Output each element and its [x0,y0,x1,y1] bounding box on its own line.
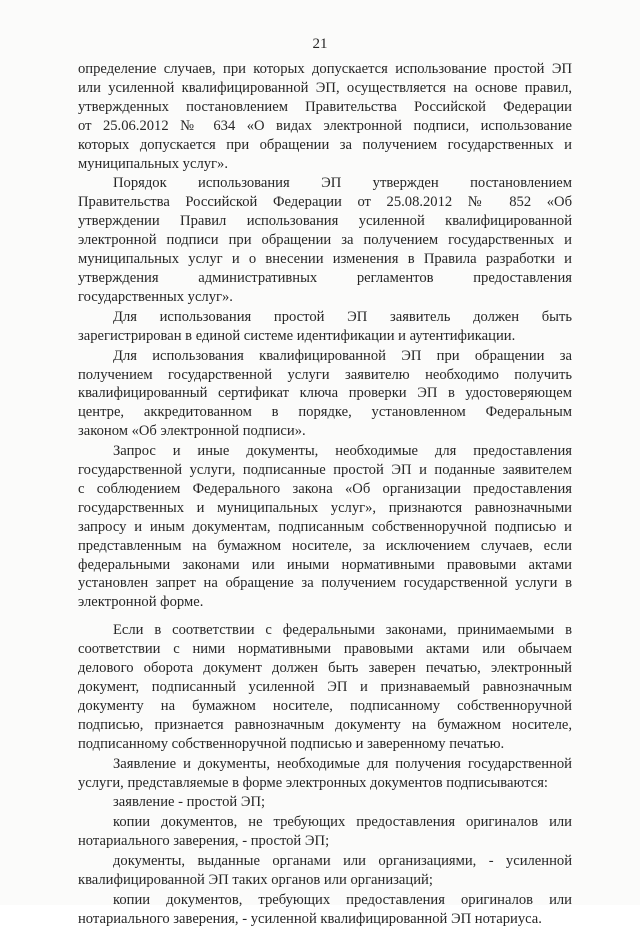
paragraph [78,891,572,929]
text-line: зарегистрирован в единой системе идентификации и аутентификации. [78,327,516,344]
paragraph [78,755,572,793]
paragraph [78,852,572,890]
text-line: получением государственной услуги заявителю необходимо получить [78,366,572,383]
text-line: законом «Об электронной подписи». [78,423,306,440]
text-line: нотариального заверения, - простой ЭП; [78,833,330,850]
text-line: квалифицированный сертификат ключа проверки ЭП в удостоверяющем [78,385,572,402]
paragraph [78,347,572,442]
text-line: делового оборота документ должен быть заверен печатью, электронный [78,660,572,677]
text-line: утвержденных постановлением Правительства Российской Федерации [78,98,572,115]
paragraph [78,308,572,346]
text-line: подписанному собственноручной подписью и заверенному печатью. [78,735,505,752]
text-line: квалифицированной ЭП таких органов или организаций; [78,872,433,889]
text-line: Если в соответствии с федеральными законами, принимаемыми в [113,622,572,639]
text-line: от 25.06.2012 № 634 «О видах электронной подписи, использование [78,117,572,134]
text-line: утверждения административных регламентов предоставления [78,269,572,286]
text-line: электронной форме. [78,594,204,611]
text-line: запросу и иным документам, подписанным собственноручной подписью и [78,518,572,535]
paragraph [78,174,572,306]
text-line: Порядок использования ЭП утвержден постановлением [113,175,572,192]
text-line: Запрос и иные документы, необходимые для предоставления [113,443,572,460]
text-line: электронной подписи при обращении за получением государственных и [78,232,572,249]
text-line: представленным на бумажном носителе, за исключением случаев, если [78,537,572,554]
text-line: документы, выданные органами или организациями, - усиленной [113,853,572,870]
text-line: Заявление и документы, необходимые для получения государственной [113,755,572,772]
text-line: подписью, признается равнозначным документу на бумажном носителе, [78,716,572,733]
body-text [78,60,572,929]
text-line: услуги, представляемые в форме электронных документов подписываются: [78,774,548,791]
text-line: установлен запрет на обращение за получением государственной услуги в [78,575,572,592]
text-line: государственной услуги, подписанные простой ЭП и поданные заявителем [78,462,572,479]
text-line: соответствии с ними нормативными правовыми актами или обычаем [78,641,572,658]
text-line: копии документов, не требующих предоставления оригиналов или [113,814,572,831]
text-line: государственных и муниципальных услуг», признаются равнозначными [78,499,572,516]
text-line: центре, аккредитованном в порядке, установленном Федеральным [78,404,572,421]
text-line: муниципальных услуг». [78,155,228,172]
text-line: копии документов, требующих предоставления оригиналов или [113,891,572,908]
text-line: заявление - простой ЭП; [113,794,266,811]
text-line: нотариального заверения, - усиленной квалифицированной ЭП нотариуса. [78,910,542,927]
text-line: Для использования простой ЭП заявитель должен быть [113,308,572,325]
text-line: федеральными законами или иными нормативными правовыми актами [78,556,572,573]
paragraph [78,813,572,851]
paragraph [78,793,572,812]
text-line: муниципальных услуг и о внесении изменения в Правила разработки и [78,251,572,268]
page-number: 21 [312,36,328,52]
text-line: Правительства Российской Федерации от 25.08.2012 № 852 «Об [78,194,572,211]
text-line: Для использования квалифицированной ЭП при обращении за [113,347,572,364]
paragraph [78,60,572,173]
text-line: документ, подписанный усиленной ЭП и признаваемый равнозначным [78,679,572,695]
text-line: или усиленной квалифицированной ЭП, осуществляется на основе правил, [78,79,572,96]
text-line: документу на бумажном носителе, подписанному собственноручной [78,697,572,714]
text-line: государственных услуг». [78,288,233,305]
text-line: с соблюдением Федерального закона «Об организации предоставления [78,480,572,497]
text-line: определение случаев, при которых допускается использование простой ЭП [78,61,572,77]
text-line: которых допускается при обращении за получением государственных и [78,136,572,153]
paragraph [78,442,572,612]
paragraph [78,621,572,753]
text-line: утверждении Правил использования усиленной квалифицированной [78,213,572,230]
